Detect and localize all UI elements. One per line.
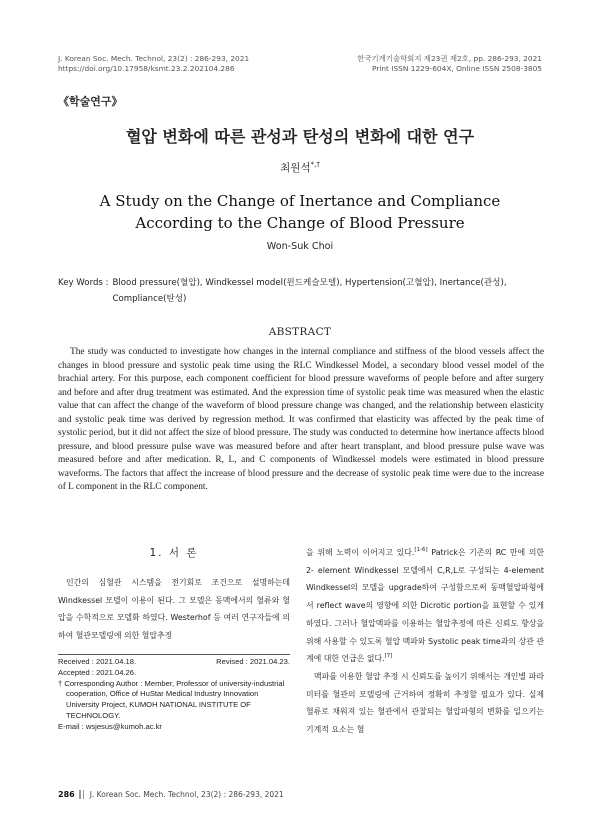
abstract-heading: ABSTRACT <box>268 326 332 338</box>
author-email[interactable]: E-mail : wsjesus@kumoh.ac.kr <box>58 721 162 731</box>
abstract-body: The study was conducted to investigate how changes in the internal compliance and stiffness of the blood vessels affect the changes in blood pressure and systolic peak time using the RLC Windkessel Model, a secondary blood vessel model of the brachial artery. For this purpose, each component coefficient for blood pressure waveforms of people before and after surgery and before and after drug treatment was estimated. And the expression time of systolic peak time was measured when the elastic value that can affect the change of the waveform of blood pressure change was changed, and the relationship between elasticity and systolic peak time was derived by regression method. It was confirmed that elasticity was affected by the peak time of systolic period, but it did not affect the size of blood pressure. The study was conducted to determine how inertance affects blood pressure, and blood pressure pulse wave was measured before and after heart transplant, and blood pressure pulse wave was measured before and after medication. R, L, and C components of Windkessel models were estimated in blood pressure waveforms. The factors that affect the increase of blood pressure and the decrease of systolic peak time were due to the increase of L component in the RLC component. <box>58 347 544 492</box>
running-header-left <box>58 54 249 74</box>
title-english <box>0 190 600 234</box>
received-date: Received : 2021.04.18. <box>58 657 137 666</box>
title-english-line1: A Study on the Change of Inertance and Compliance <box>99 192 501 210</box>
article-category: 《학술연구》 <box>58 95 123 108</box>
author-mark: *,† <box>310 160 320 169</box>
paragraph-text: Patrick은 기존의 RC 만에 의한 2- element Windkessel 모델에서 C,R,L로 구성되는 4-element Windkessel의 모델을 upgrade하여 구성함으로써 동맥혈압파형에서 reflect wave의 영향에 의한 Dicrotic portion을 표현할 수 있게 하였다. 그러나 혈압맥파를 이용하는 혈압추정에 따른 신뢰도 향상을 위해 사용할 수 있도록 혈압 맥파와 Systolic peak time과의 상관 관계에 대한 언급은 없다. <box>306 548 545 664</box>
body-column-left: 인간의 심혈관 시스템을 전기회로 조건으로 설명하는데 Windkessel 모델이 이용이 된다. 그 모델은 동맥에서의 혈류와 혈압을 수학적으로 모델화 하였다. Westerhof 등 여러 연구자들에 의하여 혈관모델링에 의한 혈압추정 <box>58 578 290 641</box>
body-column-right <box>306 544 544 739</box>
page-number: 286 <box>58 790 75 799</box>
author-english: Won-Suk Choi <box>266 241 334 252</box>
title-english-line2: According to the Change of Blood Pressure <box>135 214 465 232</box>
paragraph: 맥파를 이용한 혈압 추정 시 신뢰도를 높이기 위해서는 개인별 파라미터를 혈관의 모델링에 근거하여 정확히 추정할 필요가 있다. 실제 혈류로 채워져 있는 혈관에서 관찰되는 혈압파형의 변화를 일으키는 기계적 요소는 혈 <box>306 671 544 735</box>
keywords-text: Blood pressure(혈압), Windkessel model(윈드케슬모델), Hypertension(고혈압), Inertance(관성), Compliance(탄성) <box>112 278 507 304</box>
footer-divider <box>83 790 84 799</box>
author-korean <box>0 160 600 175</box>
footer-divider <box>79 790 81 799</box>
footnote <box>58 657 290 733</box>
journal-citation-korean: 한국기계기술학회지 제23권 제2호, pp. 286-293, 2021 <box>357 54 542 63</box>
title-korean: 혈압 변화에 따른 관성과 탄성의 변화에 대한 연구 <box>125 127 475 146</box>
revised-date: Revised : 2021.04.23. <box>216 657 290 666</box>
citation-ref[interactable]: [1-6] <box>414 547 428 553</box>
doi-link[interactable]: https://doi.org/10.17958/ksmt.23.2.202104.286 <box>58 64 235 73</box>
issn-info: Print ISSN 1229-604X, Online ISSN 2508-3805 <box>371 64 542 73</box>
running-header-right <box>357 54 542 74</box>
journal-citation: J. Korean Soc. Mech. Technol, 23(2) : 286-293, 2021 <box>58 54 250 63</box>
footer-journal: J. Korean Soc. Mech. Technol, 23(2) : 286-293, 2021 <box>89 790 284 799</box>
page-footer <box>58 790 284 799</box>
keywords-label: Key Words : <box>58 278 109 288</box>
section-heading-introduction: 1. 서 론 <box>149 547 199 559</box>
corresponding-author: † Corresponding Author : Member, Professor of university-industrial cooperation, Office of HuStar Medical Industry Innovation University Project, KUMOH NATIONAL INSTITUTE OF TECHNOLOGY. <box>58 678 285 720</box>
keywords <box>58 275 548 307</box>
footnote-dates <box>58 657 290 668</box>
paragraph-text: 을 위해 노력이 이어지고 있다. <box>306 548 415 557</box>
citation-ref[interactable]: [7] <box>384 653 393 660</box>
footnote-divider <box>58 654 290 655</box>
accepted-date: Accepted : 2021.04.26. <box>58 667 137 677</box>
author-korean-name: 최원석 <box>280 162 311 174</box>
paragraph <box>306 544 544 668</box>
